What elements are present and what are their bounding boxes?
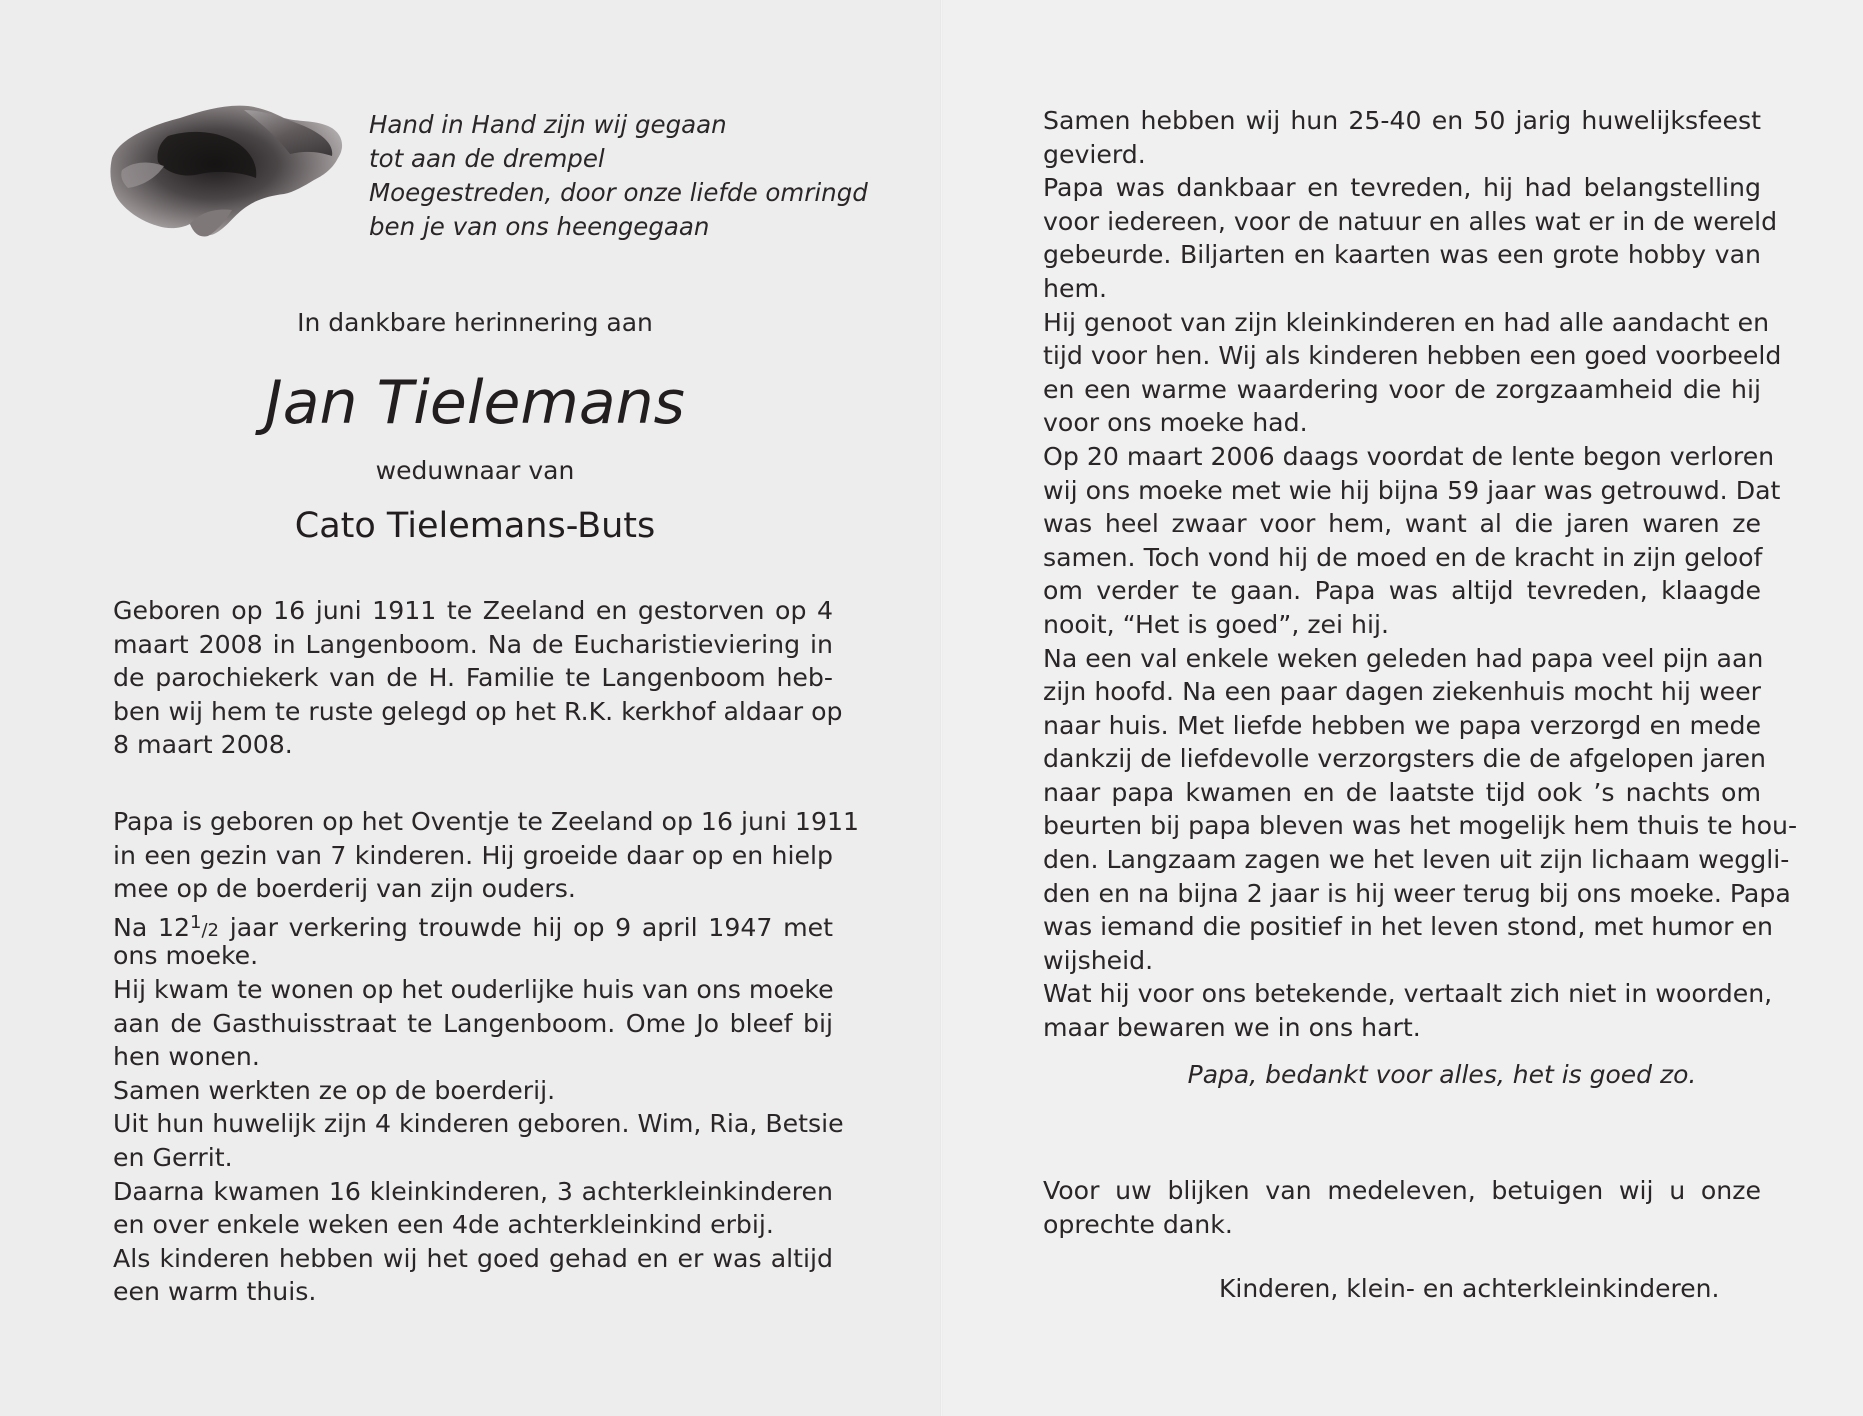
paragraph-line: Papa was dankbaar en tevreden, hij had belangstelling	[1043, 173, 1761, 203]
paragraph-line: was heel zwaar voor hem, want al die jaren waren ze	[1043, 509, 1761, 539]
deceased-name: Jan Tielemans	[265, 368, 685, 438]
paragraph-line: en Gerrit.	[113, 1142, 233, 1172]
courtship-line	[113, 906, 833, 940]
paragraph-line: Geboren op 16 juni 1911 te Zeeland en gestorven op 4	[113, 596, 833, 625]
paragraph-line: Samen hebben wij hun 25-40 en 50 jarig huwelijksfeest	[1043, 106, 1761, 135]
paragraph-line: maar bewaren we in ons hart.	[1043, 1013, 1421, 1043]
paragraph-line: nooit, “Het is goed”, zei hij.	[1043, 609, 1390, 639]
poem-line: tot aan de drempel	[369, 144, 605, 173]
paragraph-line: naar huis. Met liefde hebben we papa verzorgd en mede	[1043, 710, 1761, 740]
paragraph-line: aan de Gasthuisstraat te Langenboom. Ome Jo bleef bij	[113, 1008, 833, 1038]
paragraph-line: dankzij de liefdevolle verzorgsters die de afgelopen jaren	[1043, 744, 1766, 774]
paragraph-line: Hij kwam te wonen op het ouderlijke huis van ons moeke	[113, 974, 834, 1004]
paragraph-line: oprechte dank.	[1043, 1209, 1233, 1239]
poem-line: ben je van ons heengegaan	[369, 212, 710, 241]
paragraph-line: hem.	[1043, 273, 1108, 303]
paragraph-line: gebeurde. Biljarten en kaarten was een grote hobby van	[1043, 240, 1761, 270]
paragraph-line: zijn hoofd. Na een paar dagen ziekenhuis mocht hij weer	[1043, 677, 1761, 707]
paragraph-line: Op 20 maart 2006 daags voordat de lente begon verloren	[1043, 441, 1775, 471]
paragraph-line: om verder te gaan. Papa was altijd tevreden, klaagde	[1043, 576, 1761, 606]
hands-photo	[108, 100, 348, 260]
paragraph-line: den. Langzaam zagen we het leven uit zijn lichaam weggli-	[1043, 845, 1790, 875]
paragraph-line: ben wij hem te ruste gelegd op het R.K. kerkhof aldaar op	[113, 696, 843, 726]
signature: Kinderen, klein- en achterkleinkinderen.	[1219, 1274, 1720, 1303]
paragraph-line: Na een val enkele weken geleden had papa veel pijn aan	[1043, 643, 1764, 673]
card-fold	[940, 0, 943, 1416]
courtship-suffix: jaar verkering trouwde hij op 9 april 1947 met	[219, 912, 834, 942]
poem	[369, 108, 868, 244]
paragraph-line: Uit hun huwelijk zijn 4 kinderen geboren. Wim, Ria, Betsie	[113, 1109, 844, 1139]
paragraph-line: voor ons moeke had.	[1043, 408, 1308, 438]
thanks-text	[1043, 1174, 1761, 1241]
courtship-prefix: Na 12	[113, 912, 191, 942]
fraction-denominator: /2	[201, 919, 220, 941]
paragraph-line: mee op de boerderij van zijn ouders.	[113, 874, 576, 904]
paragraph-line: Voor uw blijken van medeleven, betuigen wij u onze	[1043, 1176, 1761, 1205]
birth-death-paragraph	[113, 594, 843, 762]
paragraph-line: Als kinderen hebben wij het goed gehad en er was altijd	[113, 1243, 833, 1273]
paragraph-line: naar papa kwamen en de laatste tijd ook ’s nachts om	[1043, 777, 1761, 807]
paragraph-line: Hij genoot van zijn kleinkinderen en had alle aandacht en	[1043, 307, 1770, 337]
poem-line: Moegestreden, door onze liefde omringd	[369, 178, 868, 207]
paragraph-line: hen wonen.	[113, 1042, 260, 1072]
spouse-name: Cato Tielemans-Buts	[294, 506, 656, 546]
paragraph-line: gevierd.	[1043, 139, 1146, 169]
paragraph-line: in een gezin van 7 kinderen. Hij groeide daar op en hielp	[113, 840, 833, 870]
fraction-numerator: 1	[190, 911, 202, 933]
paragraph-line: samen. Toch vond hij de moed en de kracht in zijn geloof	[1043, 542, 1763, 572]
paragraph-line: de parochiekerk van de H. Familie te Langenboom heb-	[113, 663, 833, 693]
paragraph-line: Daarna kwamen 16 kleinkinderen, 3 achterkleinkinderen	[113, 1176, 833, 1206]
paragraph-line: en een warme waardering voor de zorgzaamheid die hij	[1043, 374, 1761, 404]
intro-text: In dankbare herinnering aan	[297, 308, 653, 337]
paragraph-line: 8 maart 2008.	[113, 730, 293, 760]
closing-phrase: Papa, bedankt voor alles, het is goed zo.	[1187, 1060, 1697, 1089]
paragraph-line: maart 2008 in Langenboom. Na de Eucharistieviering in	[113, 629, 833, 659]
paragraph-line: Samen werkten ze op de boerderij.	[113, 1075, 556, 1105]
paragraph-line: den en na bijna 2 jaar is hij weer terug bij ons moeke. Papa	[1043, 878, 1791, 908]
paragraph-line: een warm thuis.	[113, 1277, 317, 1307]
paragraph-line: Wat hij voor ons betekende, vertaalt zich niet in woorden,	[1043, 979, 1773, 1009]
paragraph-line: beurten bij papa bleven was het mogelijk hem thuis te hou-	[1043, 811, 1798, 841]
paragraph-line: voor iedereen, voor de natuur en alles wat er in de wereld	[1043, 206, 1778, 236]
paragraph-line: wijsheid.	[1043, 945, 1154, 975]
memories-text	[1043, 104, 1798, 1045]
widower-label: weduwnaar van	[375, 456, 575, 485]
paragraph-line: was iemand die positief in het leven stond, met humor en	[1043, 912, 1773, 942]
paragraph-line: tijd voor hen. Wij als kinderen hebben een goed voorbeeld	[1043, 341, 1782, 371]
paragraph-line: wij ons moeke met wie hij bijna 59 jaar was getrouwd. Dat	[1043, 475, 1781, 505]
paragraph-line: Papa is geboren op het Oventje te Zeeland op 16 juni 1911	[113, 807, 860, 836]
biography	[113, 805, 860, 1309]
poem-line: Hand in Hand zijn wij gegaan	[369, 110, 727, 139]
paragraph-line: en over enkele weken een 4de achterkleinkind erbij.	[113, 1210, 774, 1240]
paragraph-line: ons moeke.	[113, 941, 259, 971]
